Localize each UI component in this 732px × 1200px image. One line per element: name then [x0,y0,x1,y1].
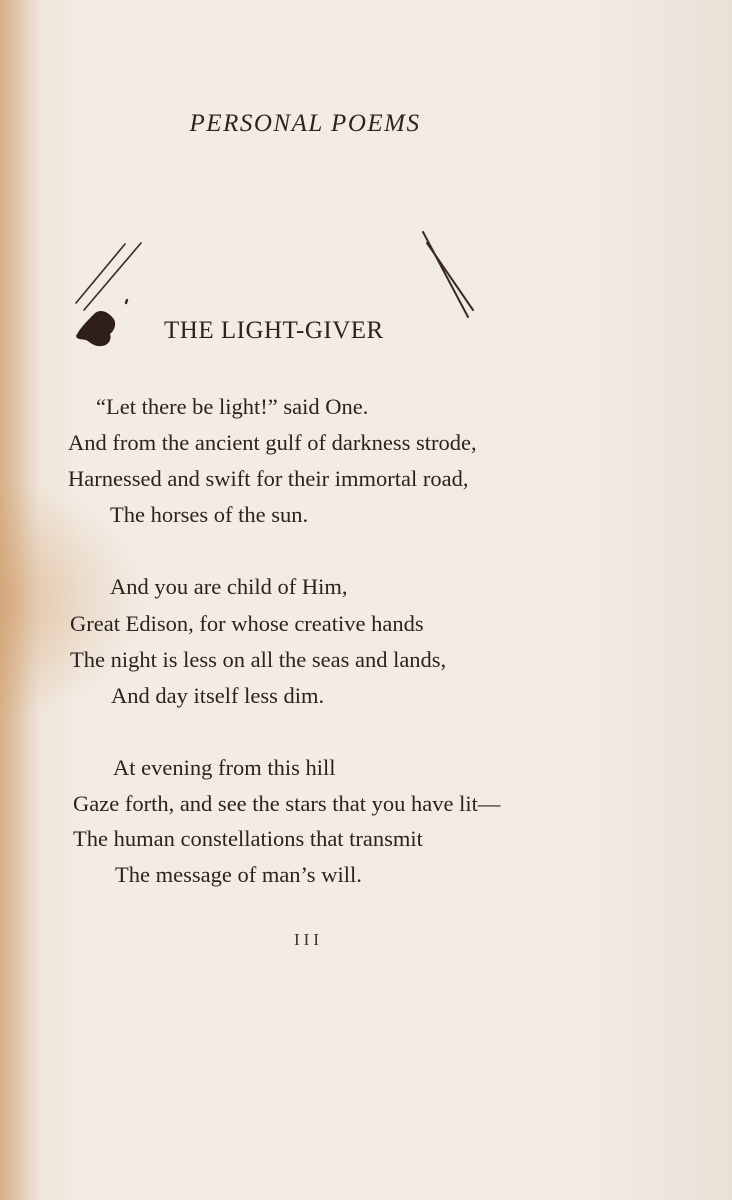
poem-line: Harnessed and swift for their immortal road, [68,466,469,491]
poem-line: Great Edison, for whose creative hands [70,611,424,636]
poem-line: The message of man’s will. [115,862,362,887]
page-number: III [294,930,323,949]
poem-line: The human constellations that transmit [73,826,423,851]
page-edge-discoloration [0,0,40,1200]
pen-slash-marks-left [76,243,141,310]
poem-line: The horses of the sun. [110,502,309,527]
ink-stain [76,311,115,346]
poem-title: THE LIGHT-GIVER [164,317,384,344]
pen-slash-marks-right [423,232,473,317]
poem-line: And day itself less dim. [111,683,325,708]
poem-line: At evening from this hill [113,755,336,780]
poem-line: Gaze forth, and see the stars that you have lit— [73,791,501,816]
poem-line: The night is less on all the seas and lands, [70,647,447,672]
poem-line: And from the ancient gulf of darkness strode, [68,430,477,455]
running-head: PERSONAL POEMS [189,110,421,137]
poem-line: And you are child of Him, [110,574,348,599]
poem-line: “Let there be light!” said One. [96,394,369,419]
